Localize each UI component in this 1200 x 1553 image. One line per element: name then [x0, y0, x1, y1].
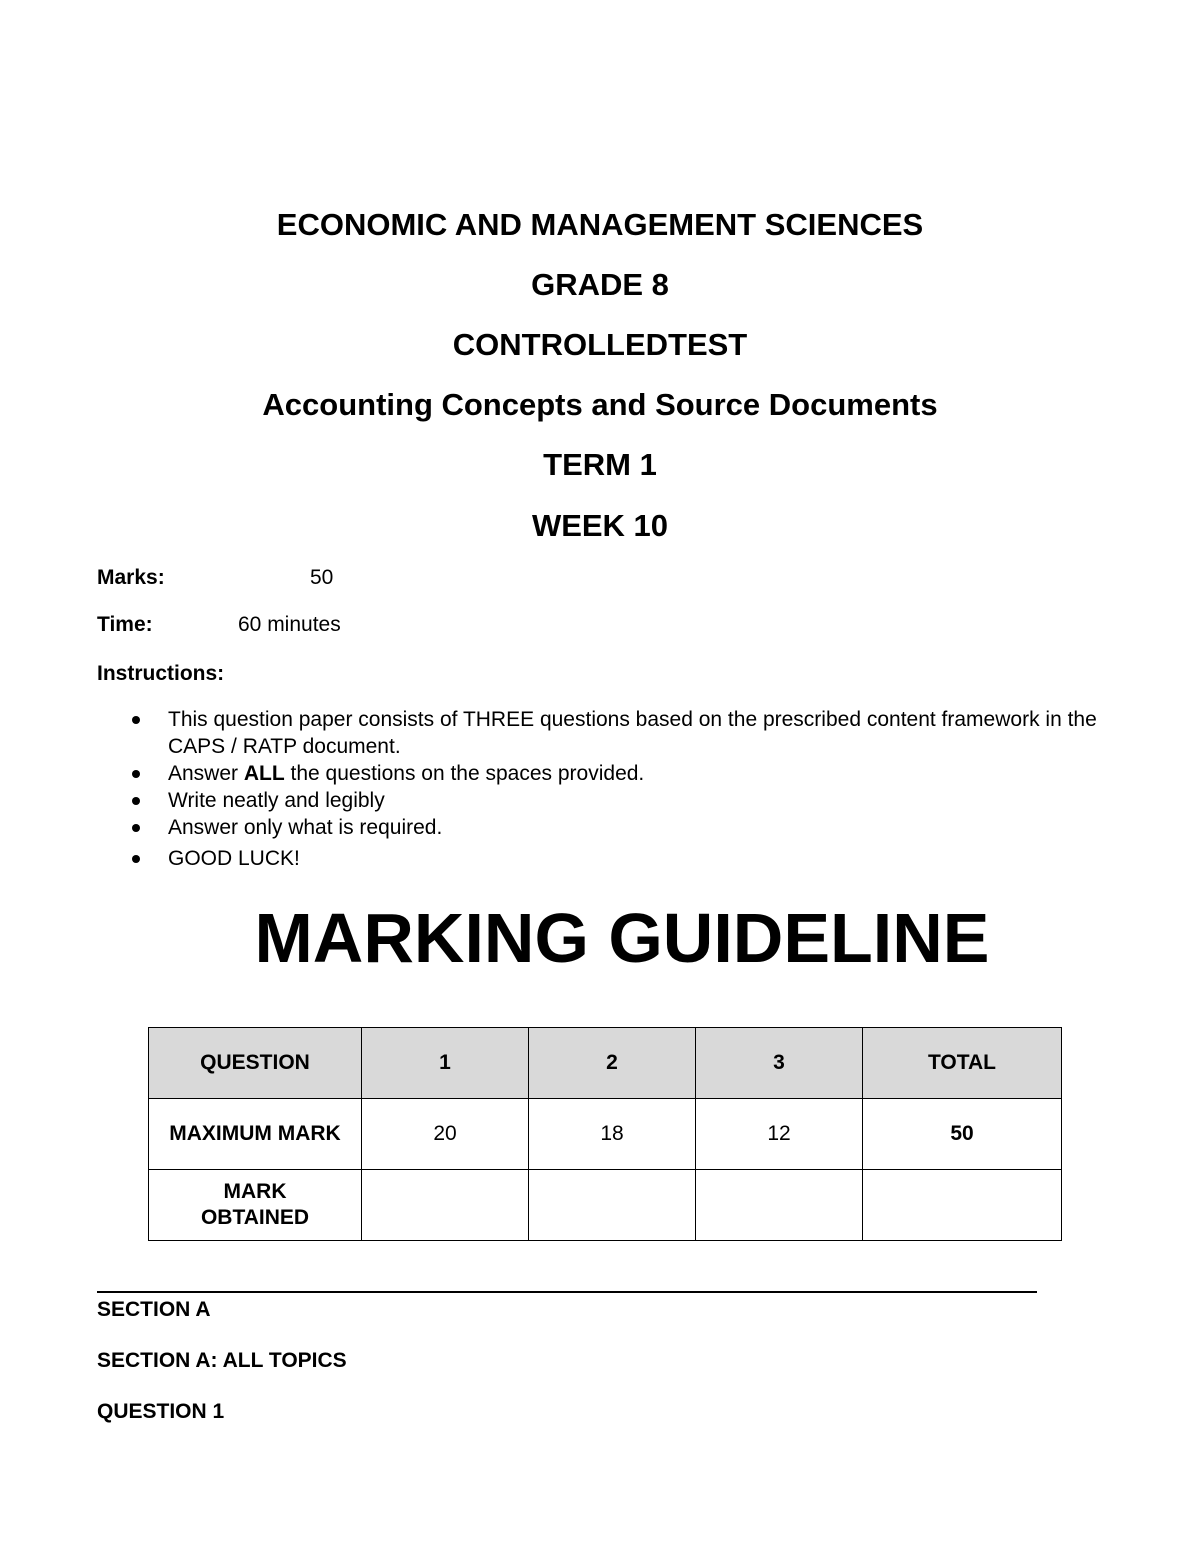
table-cell: QUESTION [149, 1028, 362, 1099]
time-value: 60 minutes [238, 613, 341, 636]
instructions-list [0, 706, 1100, 872]
table-cell: 3 [696, 1028, 863, 1099]
time-row [97, 612, 341, 638]
table-cell [362, 1170, 529, 1241]
instructions-label: Instructions: [97, 662, 225, 685]
table-cell [863, 1170, 1062, 1241]
table-cell: 50 [863, 1099, 1062, 1170]
grade-title: GRADE 8 [531, 267, 669, 302]
instruction-item: Write neatly and legibly [0, 787, 1100, 814]
time-label: Time: [97, 613, 153, 636]
subject-title: ECONOMIC AND MANAGEMENT SCIENCES [276, 207, 924, 242]
term-title: TERM 1 [543, 447, 657, 482]
table-cell [529, 1170, 696, 1241]
section-a-heading: SECTION A [97, 1298, 211, 1321]
instruction-item: Answer only what is required. [0, 814, 1100, 841]
marks-value: 50 [310, 566, 334, 589]
week-title: WEEK 10 [531, 508, 669, 543]
table-header-row [149, 1028, 1062, 1099]
table-row-maximum [149, 1099, 1062, 1170]
table-cell: 2 [529, 1028, 696, 1099]
table-cell: MARK OBTAINED [149, 1170, 362, 1241]
table-cell [696, 1170, 863, 1241]
marks-label: Marks: [97, 566, 165, 589]
instruction-item: This question paper consists of THREE questions based on the prescribed content framework in the CAPS / RATP document. [0, 706, 1100, 760]
section-a-topics-heading: SECTION A: ALL TOPICS [97, 1349, 347, 1372]
question-1-heading: QUESTION 1 [97, 1400, 225, 1423]
table-cell: 12 [696, 1099, 863, 1170]
table-cell: TOTAL [863, 1028, 1062, 1099]
section-divider [97, 1291, 1037, 1293]
table-row-obtained [149, 1170, 1062, 1241]
mark-table [148, 1027, 1062, 1241]
test-type-title: CONTROLLEDTEST [452, 327, 748, 362]
table-cell: 1 [362, 1028, 529, 1099]
marking-guideline-banner: MARKING GUIDELINE [254, 899, 990, 977]
table-cell: MAXIMUM MARK [149, 1099, 362, 1170]
marks-row [97, 565, 334, 591]
instruction-item: Answer ALL the questions on the spaces provided. [0, 760, 1100, 787]
table-cell: 18 [529, 1099, 696, 1170]
topic-title: Accounting Concepts and Source Documents [262, 387, 938, 422]
instruction-item: GOOD LUCK! [0, 845, 1100, 872]
table-cell: 20 [362, 1099, 529, 1170]
